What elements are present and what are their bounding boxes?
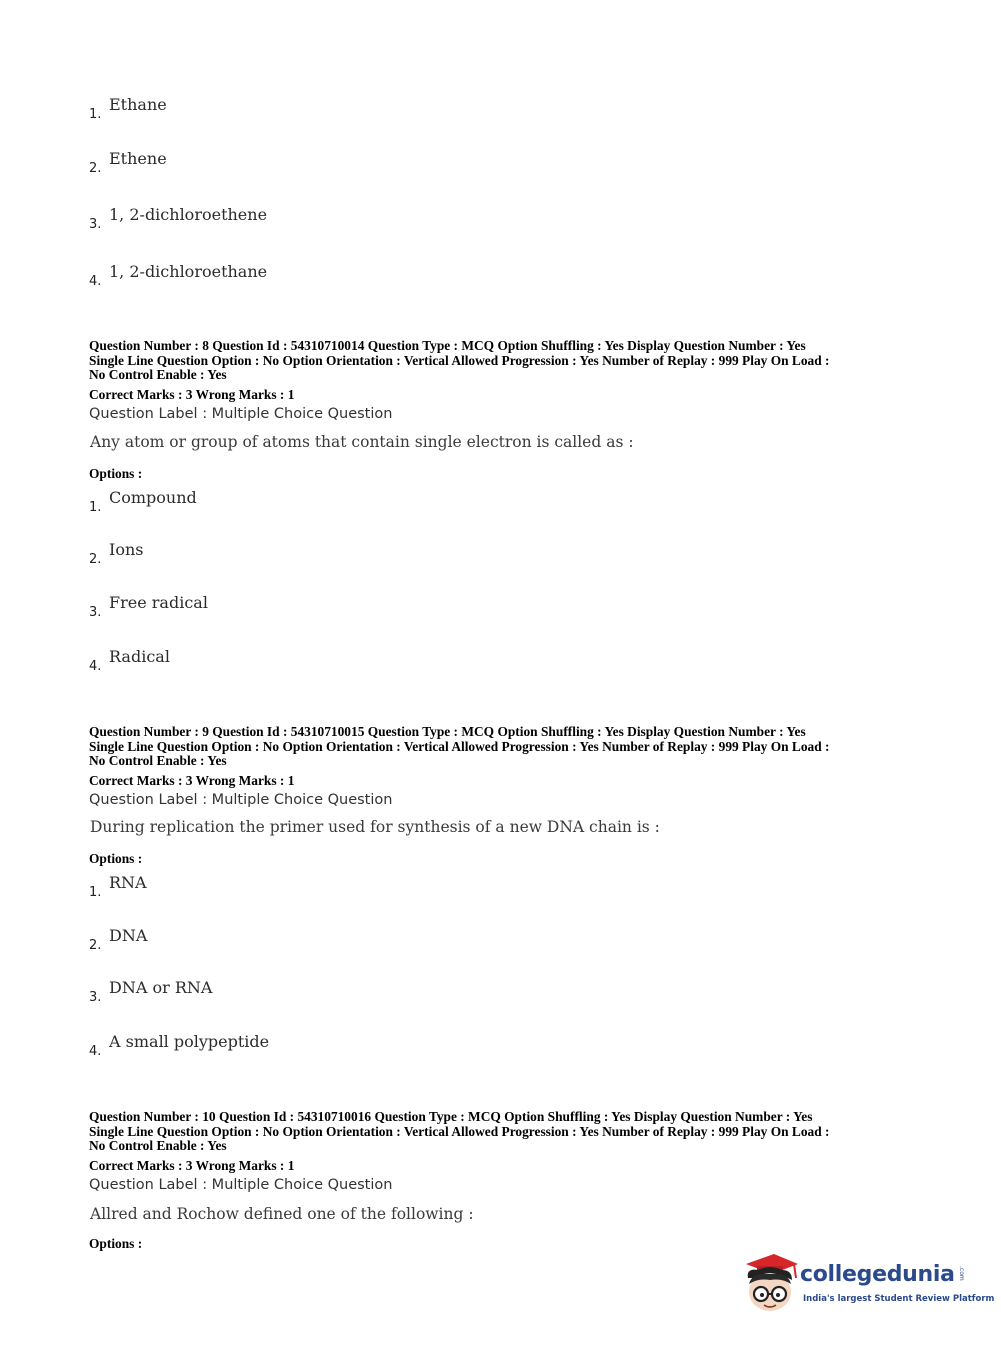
- meta-line: Single Line Question Option : No Option Orientation : Vertical Allowed Progression : Yes Number of Replay : 999 Play On Load :: [89, 352, 830, 368]
- options-heading: Options :: [89, 1236, 143, 1251]
- option-number: 3.: [89, 217, 102, 232]
- option-number: 1.: [89, 107, 102, 122]
- meta-line: Single Line Question Option : No Option Orientation : Vertical Allowed Progression : Yes Number of Replay : 999 Play On Load :: [89, 738, 830, 754]
- meta-line: Single Line Question Option : No Option Orientation : Vertical Allowed Progression : Yes Number of Replay : 999 Play On Load :: [89, 1123, 830, 1139]
- question-marks: Correct Marks : 3 Wrong Marks : 1: [89, 387, 295, 402]
- question-marks: Correct Marks : 3 Wrong Marks : 1: [89, 773, 295, 788]
- option-text: Free radical: [109, 593, 208, 612]
- option-text: Radical: [109, 647, 170, 666]
- option-number: 4.: [89, 274, 102, 289]
- option-text: Ethane: [109, 95, 167, 114]
- question-text: Allred and Rochow defined one of the following :: [90, 1205, 474, 1223]
- option-text: 1, 2-dichloroethane: [109, 262, 268, 281]
- question-label: Question Label : Multiple Choice Question: [89, 1177, 393, 1193]
- option-number: 2.: [89, 161, 102, 176]
- options-heading: Options :: [89, 851, 143, 866]
- question-marks: Correct Marks : 3 Wrong Marks : 1: [89, 1158, 295, 1173]
- meta-line: No Control Enable : Yes: [89, 367, 227, 383]
- question-meta: [89, 1110, 919, 1154]
- question-text: During replication the primer used for synthesis of a new DNA chain is :: [90, 818, 660, 836]
- option-number: 1.: [89, 885, 102, 900]
- meta-line: Question Number : 9 Question Id : 54310710015 Question Type : MCQ Option Shuffling : Yes Display Question Number : Yes: [89, 724, 806, 739]
- option-number: 2.: [89, 552, 102, 567]
- meta-line: Question Number : 10 Question Id : 54310710016 Question Type : MCQ Option Shuffling : Yes Display Question Number : Yes: [89, 1109, 813, 1124]
- logo-dotcom: .com: [958, 1266, 965, 1281]
- option-number: 3.: [89, 990, 102, 1005]
- option-number: 4.: [89, 659, 102, 674]
- option-text: DNA or RNA: [109, 978, 213, 997]
- logo-tagline: India's largest Student Review Platform: [803, 1294, 995, 1304]
- option-text: Ethene: [109, 149, 167, 168]
- question-meta: [89, 339, 919, 383]
- option-text: A small polypeptide: [109, 1032, 270, 1051]
- option-text: RNA: [109, 873, 147, 892]
- option-text: 1, 2-dichloroethene: [109, 205, 268, 224]
- option-text: Ions: [109, 540, 144, 559]
- option-number: 2.: [89, 938, 102, 953]
- option-number: 4.: [89, 1044, 102, 1059]
- option-number: 1.: [89, 500, 102, 515]
- meta-line: Question Number : 8 Question Id : 54310710014 Question Type : MCQ Option Shuffling : Yes Display Question Number : Yes: [89, 338, 806, 353]
- meta-line: No Control Enable : Yes: [89, 1138, 227, 1154]
- question-label: Question Label : Multiple Choice Question: [89, 406, 393, 422]
- mascot-icon: [742, 1248, 800, 1318]
- collegedunia-logo: [742, 1248, 995, 1318]
- meta-line: No Control Enable : Yes: [89, 753, 227, 769]
- question-label: Question Label : Multiple Choice Question: [89, 792, 393, 808]
- logo-brand: collegedunia: [800, 1262, 955, 1287]
- option-text: DNA: [109, 926, 148, 945]
- options-heading: Options :: [89, 466, 143, 481]
- question-text: Any atom or group of atoms that contain single electron is called as :: [90, 433, 634, 451]
- question-meta: [89, 725, 919, 769]
- option-number: 3.: [89, 605, 102, 620]
- option-text: Compound: [109, 488, 197, 507]
